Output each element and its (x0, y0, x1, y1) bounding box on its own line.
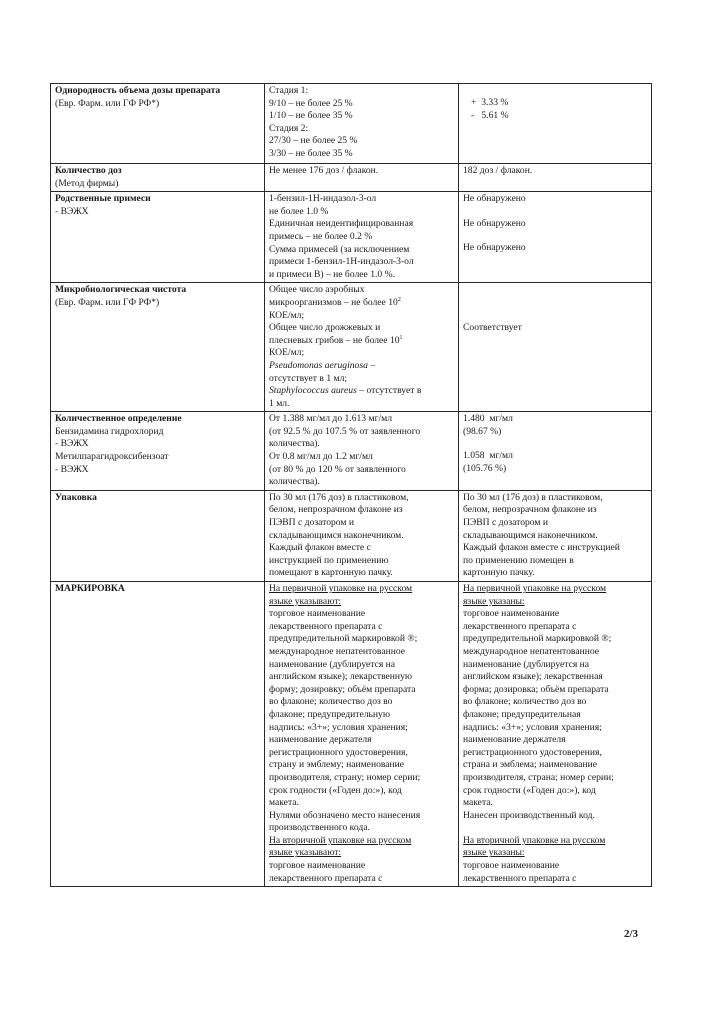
parameter-method: (Евр. Фарм. или ГФ РФ*) (55, 97, 160, 109)
parameter-cell (51, 192, 265, 283)
result-line: флаконе; предупредительная (463, 708, 581, 720)
spec-line: наименование (дублируется на (269, 658, 396, 670)
specification-table (50, 83, 652, 887)
result-line: По 30 мл (176 доз) в пластиковом, (463, 491, 603, 503)
result-line: лекарственного препарата с (463, 620, 577, 632)
result-line: белом, непрозрачном флаконе из (463, 504, 597, 516)
spec-line: примеси 1-бензил-1H-индазол-3-ол (269, 256, 414, 268)
parameter-method: - ВЭЖХ (55, 438, 89, 450)
spec-cell (265, 412, 459, 491)
spec-line: отсутствует в 1 мл; (269, 372, 348, 384)
result-line: срок годности («Годен до:»), код (463, 784, 596, 796)
result-line: Соответствует (463, 322, 522, 334)
section-heading: На первичной упаковке на русском (463, 583, 607, 594)
spec-line: во флаконе; количество доз во (269, 696, 393, 708)
spec-text: плесневых грибов – не более 10 (269, 334, 400, 346)
parameter-title: Количественное определение (55, 413, 182, 425)
result-line: надпись: «3+»; условия хранения; (463, 721, 602, 733)
result-line: форма; дозировка; объём препарата (463, 683, 609, 695)
spec-line: Стадия 2: (269, 122, 309, 134)
result-cell (459, 192, 652, 283)
spec-cell (265, 164, 459, 192)
result-line: торговое наименование (463, 860, 560, 872)
table-row (51, 84, 652, 164)
result-cell (459, 84, 652, 164)
result-line: картонную пачку. (463, 567, 535, 579)
result-line: английском языке); лекарственная (463, 671, 603, 683)
result-cell (459, 412, 652, 491)
result-line: лекарственного препарата с (463, 872, 577, 884)
result-cell (459, 283, 652, 412)
spec-line: лекарственного препарата с (269, 620, 383, 632)
spec-line (269, 297, 455, 310)
spec-line: производственного кода. (269, 822, 370, 834)
spec-line: и примеси В) – не более 1.0 %. (269, 268, 395, 280)
spec-line: (от 92.5 % до 107.5 % от заявленного (269, 425, 421, 437)
spec-line: регистрационного удостоверения, (269, 746, 408, 758)
parameter-cell (51, 582, 265, 887)
spec-line: КОЕ/мл; (269, 309, 305, 321)
spec-line: торговое наименование (269, 608, 366, 620)
table-row (51, 164, 652, 192)
spec-line: ПЭВП с дозатором и (269, 517, 354, 529)
spec-line: (от 80 % до 120 % от заявленного (269, 463, 406, 475)
analyte-name: Бензидамина гидрохлорид (55, 425, 164, 437)
parameter-cell (51, 490, 265, 581)
spec-exponent: 1 (399, 334, 403, 341)
result-line: страна и эмблема; наименование (463, 759, 598, 771)
parameter-title: Микробиологическая чистота (55, 284, 187, 296)
result-line: регистрационного удостоверения, (463, 746, 602, 758)
spec-line: помещают в картонную пачку. (269, 567, 393, 579)
result-line: Нанесен производственный код. (463, 809, 595, 821)
spec-text: микроорганизмов – не более 10 (269, 296, 398, 308)
spec-line: Сумма примесей (за исключением (269, 243, 410, 255)
spec-line: белом, непрозрачном флаконе из (269, 504, 403, 516)
spec-line: флаконе; предупредительную (269, 708, 390, 720)
result-line: наименование держателя (463, 734, 566, 746)
spec-line (269, 385, 455, 398)
spec-line: Общее число аэробных (269, 284, 365, 296)
spec-line: срок годности («Годен до:»), код (269, 784, 402, 796)
spec-line: международное непатентованное (269, 645, 406, 657)
result-line: Не обнаружено (463, 242, 526, 254)
section-heading: На вторичной упаковке на русском (463, 834, 606, 846)
spec-cell (265, 84, 459, 164)
spec-line: складывающимся наконечником. (269, 529, 404, 541)
result-line: Каждый флакон вместе с инструкцией (463, 542, 620, 554)
parameter-title: Однородность объема дозы препарата (55, 85, 221, 96)
section-heading: На вторичной упаковке на русском (269, 834, 412, 846)
parameter-cell (51, 283, 265, 412)
parameter-title: Родственные примеси (55, 193, 151, 205)
parameter-title: Упаковка (55, 491, 97, 503)
result-cell (459, 490, 652, 581)
spec-line: лекарственного препарата с (269, 872, 383, 884)
result-line: (98.67 %) (463, 425, 502, 437)
spec-line (269, 335, 455, 348)
spec-line: 9/10 – не более 25 % (269, 97, 353, 109)
parameter-method: - ВЭЖХ (55, 463, 89, 475)
spec-line: КОЕ/мл; (269, 347, 305, 359)
section-heading: языке указывают: (269, 847, 342, 859)
spec-line: торговое наименование (269, 860, 366, 872)
spec-line: наименование держателя (269, 734, 372, 746)
spec-cell (265, 283, 459, 412)
spec-cell (265, 582, 459, 887)
spec-line: Нулями обозначено место нанесения (269, 809, 421, 821)
spec-line: Каждый флакон вместе с (269, 542, 371, 554)
organism-name: Staphylococcus aureus (269, 385, 357, 397)
spec-text: – отсутствует в (356, 385, 422, 397)
spec-line: 3/30 – не более 35 % (269, 147, 353, 159)
result-line: (105.76 %) (463, 463, 507, 475)
result-line: наименование (дублируется на (463, 658, 590, 670)
table-row (51, 582, 652, 887)
spec-line: производителя, страну; номер серии; (269, 771, 421, 783)
table-row (51, 192, 652, 283)
spec-line: форму; дозировку; объём препарата (269, 683, 416, 695)
spec-cell (265, 192, 459, 283)
spec-line: страну и эмблему; наименование (269, 759, 405, 771)
section-heading: На первичной упаковке на русском (269, 583, 413, 594)
spec-line: Не менее 176 доз / флакон. (269, 165, 379, 176)
result-cell (459, 164, 652, 192)
result-line: макета. (463, 797, 493, 809)
spec-exponent: 2 (397, 296, 401, 303)
result-line: производителя, страна; номер серии; (463, 771, 614, 783)
table-row (51, 412, 652, 491)
spec-line: 27/30 – не более 25 % (269, 135, 358, 147)
result-line: 1.480 мг/мл (463, 413, 513, 425)
section-heading: языке указаны: (463, 595, 525, 607)
result-line: 1.058 мг/мл (463, 450, 513, 462)
result-line: торговое наименование (463, 608, 560, 620)
result-line: + 3.33 % (471, 97, 509, 108)
spec-line: английском языке); лекарственную (269, 671, 413, 683)
spec-line: Единичная неидентифицированная (269, 218, 414, 230)
section-heading: языке указаны: (463, 847, 525, 859)
spec-line: От 0.8 мг/мл до 1.2 мг/мл (269, 451, 373, 463)
spec-line: 1/10 – не более 35 % (269, 110, 353, 122)
spec-line: количества). (269, 438, 320, 450)
spec-text: – (367, 359, 376, 371)
spec-line: Стадия 1: (269, 85, 309, 96)
spec-cell (265, 490, 459, 581)
spec-line: предупредительной маркировкой ®; (269, 633, 418, 645)
table-row (51, 283, 652, 412)
parameter-cell (51, 84, 265, 164)
spec-line: 1-бензил-1H-индазол-3-ол (269, 193, 377, 205)
result-line: ПЭВП с дозатором и (463, 517, 548, 529)
spec-line: примесь – не более 0.2 % (269, 230, 373, 242)
result-line: Не обнаружено (463, 193, 526, 205)
spec-line: макета. (269, 797, 299, 809)
organism-name: Pseudomonas aeruginosa (269, 359, 368, 371)
parameter-cell (51, 412, 265, 491)
parameter-cell (51, 164, 265, 192)
result-line: - 5.61 % (471, 109, 509, 121)
parameter-method: - ВЭЖХ (55, 205, 89, 217)
parameter-method: (Метод фирмы) (55, 177, 119, 189)
spec-line: не более 1.0 % (269, 205, 329, 217)
result-line: во флаконе; количество доз во (463, 696, 587, 708)
spec-line: надпись: «3+»; условия хранения; (269, 721, 408, 733)
result-line: складывающимся наконечником. (463, 529, 598, 541)
page-number: 2/3 (624, 928, 639, 940)
parameter-title: Количество доз (55, 165, 122, 176)
spec-line (269, 360, 455, 373)
result-line: Не обнаружено (463, 217, 526, 229)
spec-line: Общее число дрожжевых и (269, 322, 381, 334)
section-heading: языке указывают: (269, 595, 342, 607)
spec-line: От 1.388 мг/мл до 1.613 мг/мл (269, 413, 393, 425)
spec-line: 1 мл. (269, 397, 290, 409)
parameter-method: (Евр. Фарм. или ГФ РФ*) (55, 296, 160, 308)
spec-line: количества). (269, 476, 320, 488)
table-row (51, 490, 652, 581)
result-cell (459, 582, 652, 887)
spec-line: По 30 мл (176 доз) в пластиковом, (269, 491, 409, 503)
spec-line: инструкцией по применению (269, 554, 389, 566)
result-line: 182 доз / флакон. (463, 165, 533, 176)
analyte-name: Метилпарагидроксибензоат (55, 451, 169, 463)
parameter-title: МАРКИРОВКА (55, 583, 125, 594)
result-line: предупредительной маркировкой ®; (463, 633, 612, 645)
result-line: международное непатентованное (463, 645, 600, 657)
result-line: по применению помещен в (463, 554, 574, 566)
